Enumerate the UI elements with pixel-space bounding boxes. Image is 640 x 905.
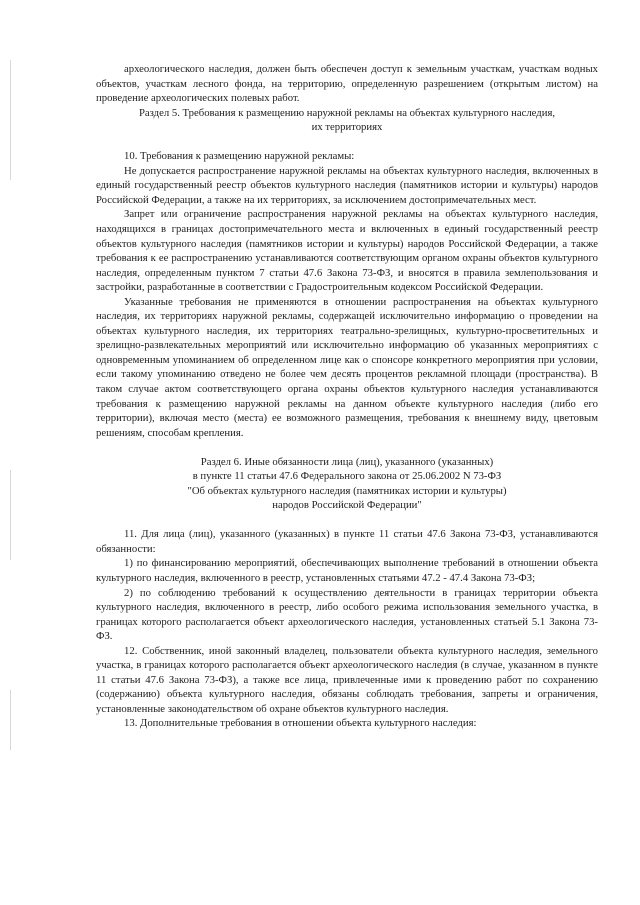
document-body <box>96 62 598 731</box>
item-11-subitem: 2) по соблюдению требований к осуществлению деятельности в границах территории объекта культурного наследия, включенного в реестр, либо особого режима использования земельного участка, в границах которого располагается объект археологического наследия, установленных статьей 5.1 Закона 73-ФЗ. <box>96 586 598 643</box>
section-6-heading-line: в пункте 11 статьи 47.6 Федерального закона от 25.06.2002 N 73-ФЗ <box>192 470 502 483</box>
item-12: 12. Собственник, иной законный владелец, пользователи объекта культурного наследия, земельного участка, в границах которого располагается объект археологического наследия (в случае, указанном в пункте 11 статьи 47.6 Закона 73-ФЗ), а также все лица, привлеченные ими к проведению работ по сохранению (содержанию) объекта культурного наследия, обязаны соблюдать требования, запреты и ограничения, установленные законодательством об охране объектов культурного наследия. <box>96 644 598 715</box>
section-6-heading-line: "Об объектах культурного наследия (памятниках истории и культуры) <box>187 484 507 497</box>
paragraph: Запрет или ограничение распространения наружной рекламы на объектах культурного наследия, находящихся в границах достопримечательного места и включенных в единый государственный реестр объектов культурного наследия (памятников истории и культуры) народов Российской Федерации, а также требования к ее распространению устанавливаются соответствующим органом охраны объектов культурного наследия, определенным пунктом 7 статьи 47.6 Закона 73-ФЗ, и вносятся в правила землепользования и застройки, разработанные в соответствии с Градостроительным кодексом Российской Федерации. <box>96 208 598 294</box>
item-11: 11. Для лица (лиц), указанного (указанных) в пункте 11 статьи 47.6 Закона 73-ФЗ, устанавливаются обязанности: <box>96 528 598 555</box>
item-13: 13. Дополнительные требования в отношении объекта культурного наследия: <box>124 717 477 730</box>
scan-edge-mark <box>10 690 11 750</box>
scan-edge-mark <box>10 60 11 180</box>
item-11-subitem: 1) по финансированию мероприятий, обеспечивающих выполнение требований в отношении объекта культурного наследия, включенного в реестр, установленных статьями 47.2 - 47.4 Закона 73-ФЗ; <box>96 557 598 584</box>
scan-edge-mark <box>10 470 11 560</box>
paragraph: Указанные требования не применяются в отношении распространения на объектах культурного наследия, их территориях наружной рекламы, содержащей исключительно информацию о проведении на объектах культурного наследия, их территориях театрально-зрелищных, культурно-просветительных и зрелищно-развлекательных мероприятий или исключительно информацию об указанных мероприятиях с одновременным упоминанием об определенном лице как о спонсоре конкретного мероприятия при условии, если такому упоминанию отведено не более чем десять процентов рекламной площади (пространства). В таком случае актом соответствующего органа охраны объектов культурного наследия устанавливаются требования к размещению наружной рекламы на данном объекте культурного наследия (либо его территории), включая место (места) ее возможного размещения, требования к внешнему виду, цветовым решениям, способам крепления. <box>96 295 598 439</box>
item-10-heading: 10. Требования к размещению наружной рекламы: <box>124 150 355 163</box>
section-6-heading-line: народов Российской Федерации" <box>272 499 422 512</box>
paragraph-continuation: археологического наследия, должен быть обеспечен доступ к земельным участкам, участкам водных объектов, участкам лесного фонда, на территорию, определенную разрешением (открытым листом) на проведение археологических полевых работ. <box>96 63 598 105</box>
section-5-heading: Раздел 5. Требования к размещению наружной рекламы на объектах культурного наследия, их территориях <box>138 106 556 134</box>
paragraph: Не допускается распространение наружной рекламы на объектах культурного наследия, включенных в единый государственный реестр объектов культурного наследия (памятников истории и культуры) народов Российской Федерации, а также на их территориях, за исключением достопримечательных мест. <box>96 164 598 206</box>
section-6-heading-line: Раздел 6. Иные обязанности лица (лиц), указанного (указанных) <box>200 455 494 468</box>
